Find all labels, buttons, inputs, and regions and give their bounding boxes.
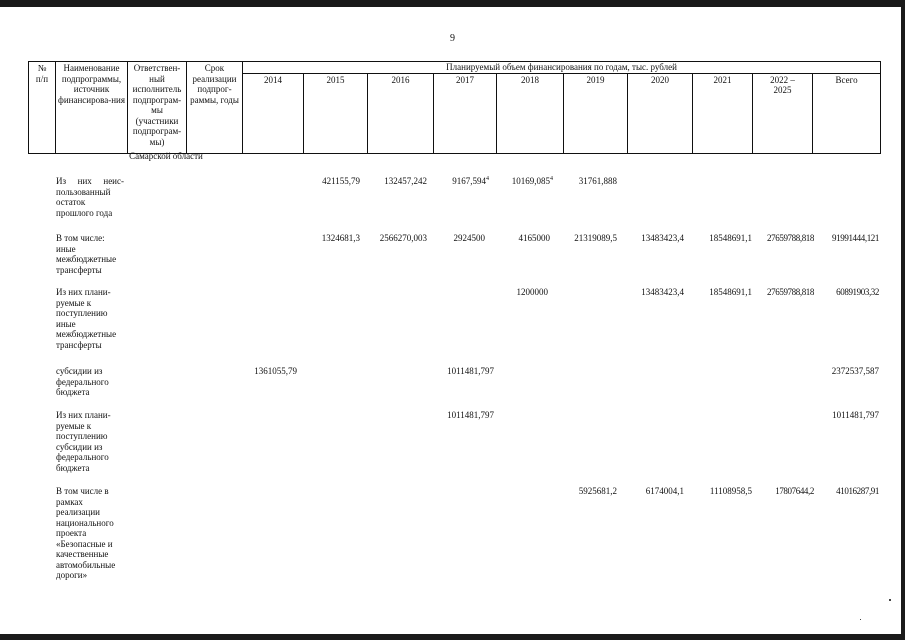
cell-2021: 11108958,5 [709, 486, 752, 496]
header-year-2022-2025: 2022 – 2025 [753, 73, 813, 153]
cell-2020: 6174004,1 [645, 486, 684, 496]
cell-2022-2025: 27659788,818 [767, 233, 814, 243]
right-border [901, 0, 905, 640]
cell-2017: 2924500 [453, 233, 485, 243]
top-border [0, 0, 905, 7]
cell-2022-2025: 17807644,2 [775, 486, 814, 496]
scan-speck [889, 599, 891, 601]
header-year-2021: 2021 [693, 73, 753, 153]
cell-2019: 5925681,2 [578, 486, 617, 496]
cell-2016: 132457,242 [384, 176, 427, 186]
cell-2021: 18548691,1 [709, 233, 752, 243]
header-year-2014: 2014 [243, 73, 304, 153]
cell-2018: 10169,085$^4$ [511, 176, 553, 186]
page-number: 9 [450, 33, 455, 44]
row-label: В том числе в рамках реализации национального проекта «Безопасные и качественные автомобильные дороги» [56, 486, 116, 580]
cell-2017: 1011481,797 [447, 366, 494, 376]
table-header [28, 61, 881, 154]
cell-total: 91991444,121 [832, 233, 879, 243]
cell-2019: 31761,888 [578, 176, 617, 186]
row-label: Из них неис-пользованный остаток прошлого года [56, 176, 124, 218]
cell-total: 41016287,91 [836, 486, 879, 496]
row-label: Из них плани-руемые к поступлению субсидии из федерального бюджета [56, 410, 111, 473]
cell-2018: 4165000 [518, 233, 550, 243]
cell-2018: 1200000 [516, 287, 548, 297]
header-responsible: Ответствен-ный исполнитель подпрограм-мы (участники подпрограм-мы) [128, 62, 187, 154]
header-term: Срок реализации подпрог-раммы, годы [187, 62, 243, 154]
cell-2020: 13483423,4 [641, 287, 684, 297]
row-label: субсидии из федерального бюджета [56, 366, 109, 397]
header-year-2020: 2020 [628, 73, 693, 153]
header-year-2017: 2017 [434, 73, 497, 153]
header-year-2016: 2016 [368, 73, 434, 153]
cell-2020: 13483423,4 [641, 233, 684, 243]
cell-2016: 2566270,003 [379, 233, 427, 243]
row-label: В том числе: иные межбюджетные трансферты [56, 233, 117, 275]
header-year-2018: 2018 [497, 73, 564, 153]
cell-2021: 18548691,1 [709, 287, 752, 297]
cell-2015: 1324681,3 [321, 233, 360, 243]
header-num: № п/п [29, 62, 56, 154]
cell-2022-2025: 27659788,818 [767, 287, 814, 297]
cell-2017: 1011481,797 [447, 410, 494, 420]
cell-total: 60891903,32 [836, 287, 879, 297]
scan-speck [860, 619, 861, 620]
cell-total: 2372537,587 [831, 366, 879, 376]
header-funding-title: Планируемый объем финансирования по годам, тыс. рублей [243, 62, 881, 74]
cell-2017: 9167,594$^4$ [452, 176, 489, 186]
header-total: Всего [813, 73, 881, 153]
cell-2014: 1361055,79 [254, 366, 297, 376]
bottom-border [0, 634, 905, 640]
cell-total: 1011481,797 [832, 410, 879, 420]
header-name: Наименование подпрограммы, источник финансирова-ния [56, 62, 128, 154]
cell-2019: 21319089,5 [574, 233, 617, 243]
header-year-2015: 2015 [304, 73, 368, 153]
header-year-2019: 2019 [564, 73, 628, 153]
row-label: Из них плани-руемые к поступлению иные межбюджетные трансферты [56, 287, 117, 350]
cell-2015: 421155,79 [322, 176, 360, 186]
